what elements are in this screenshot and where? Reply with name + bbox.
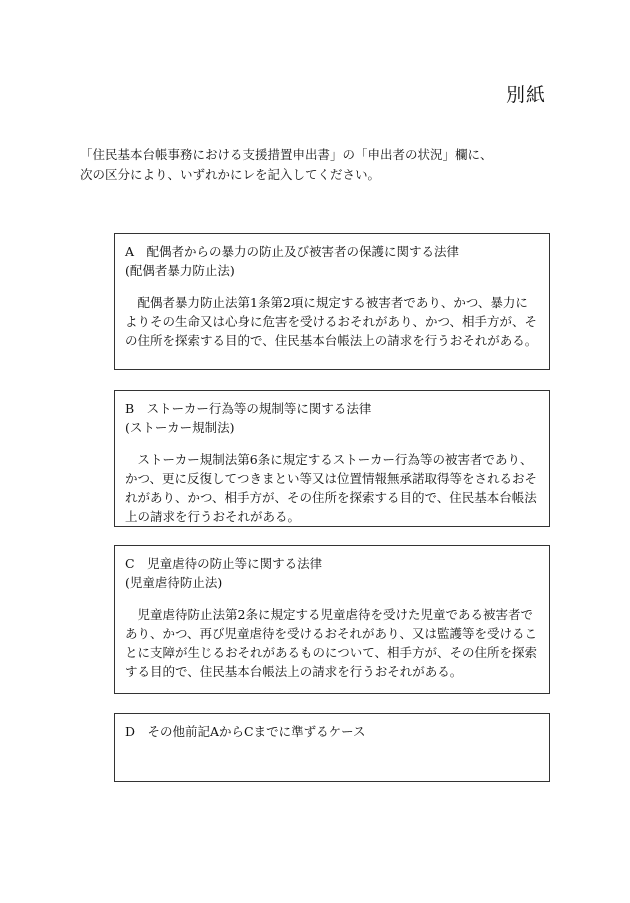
section-c-title: C 児童虐待の防止等に関する法律 (125, 556, 323, 571)
section-b-box (114, 390, 550, 527)
section-a-body: 配偶者暴力防止法第1条第2項に規定する被害者であり、かつ、暴力によりその生命又は心身に危害を受けるおそれがあり、かつ、相手方が、その住所を探索する目的で、住民基本台帳法上の請求を行うおそれがある。 (125, 295, 538, 348)
section-d-title: D その他前記AからCまでに準ずるケース (125, 724, 366, 739)
section-c-subtitle: (児童虐待防止法) (125, 575, 223, 590)
intro-line-2: 次の区分により、いずれかにレを記入してください。 (80, 167, 381, 182)
section-b-subtitle: (ストーカー規制法) (125, 420, 235, 435)
intro-instructions (80, 145, 560, 185)
section-c-box (114, 545, 550, 694)
section-c-body: 児童虐待防止法第2条に規定する児童虐待を受けた児童である被害者であり、かつ、再び児童虐待を受けるおそれがあり、又は監護等を受けることに支障が生じるおそれがあるものについて、相手方が、その住所を探索する目的で、住民基本台帳法上の請求を行うおそれがある。 (125, 607, 538, 679)
section-a-title: A 配偶者からの暴力の防止及び被害者の保護に関する法律 (125, 244, 460, 259)
section-d-box (114, 713, 550, 782)
section-a-subtitle: (配偶者暴力防止法) (125, 263, 235, 278)
section-a-box (114, 233, 550, 370)
intro-line-1: 「住民基本台帳事務における支援措置申出書」の「申出者の状況」欄に、 (80, 147, 493, 162)
section-b-body: ストーカー規制法第6条に規定するストーカー行為等の被害者であり、かつ、更に反復してつきまとい等又は位置情報無承諾取得等をされるおそれがあり、かつ、相手方が、その住所を探索する目的で、住民基本台帳法上の請求を行うおそれがある。 (125, 452, 538, 524)
page-heading: 別紙 (505, 84, 546, 106)
section-b-title: B ストーカー行為等の規制等に関する法律 (125, 401, 372, 416)
